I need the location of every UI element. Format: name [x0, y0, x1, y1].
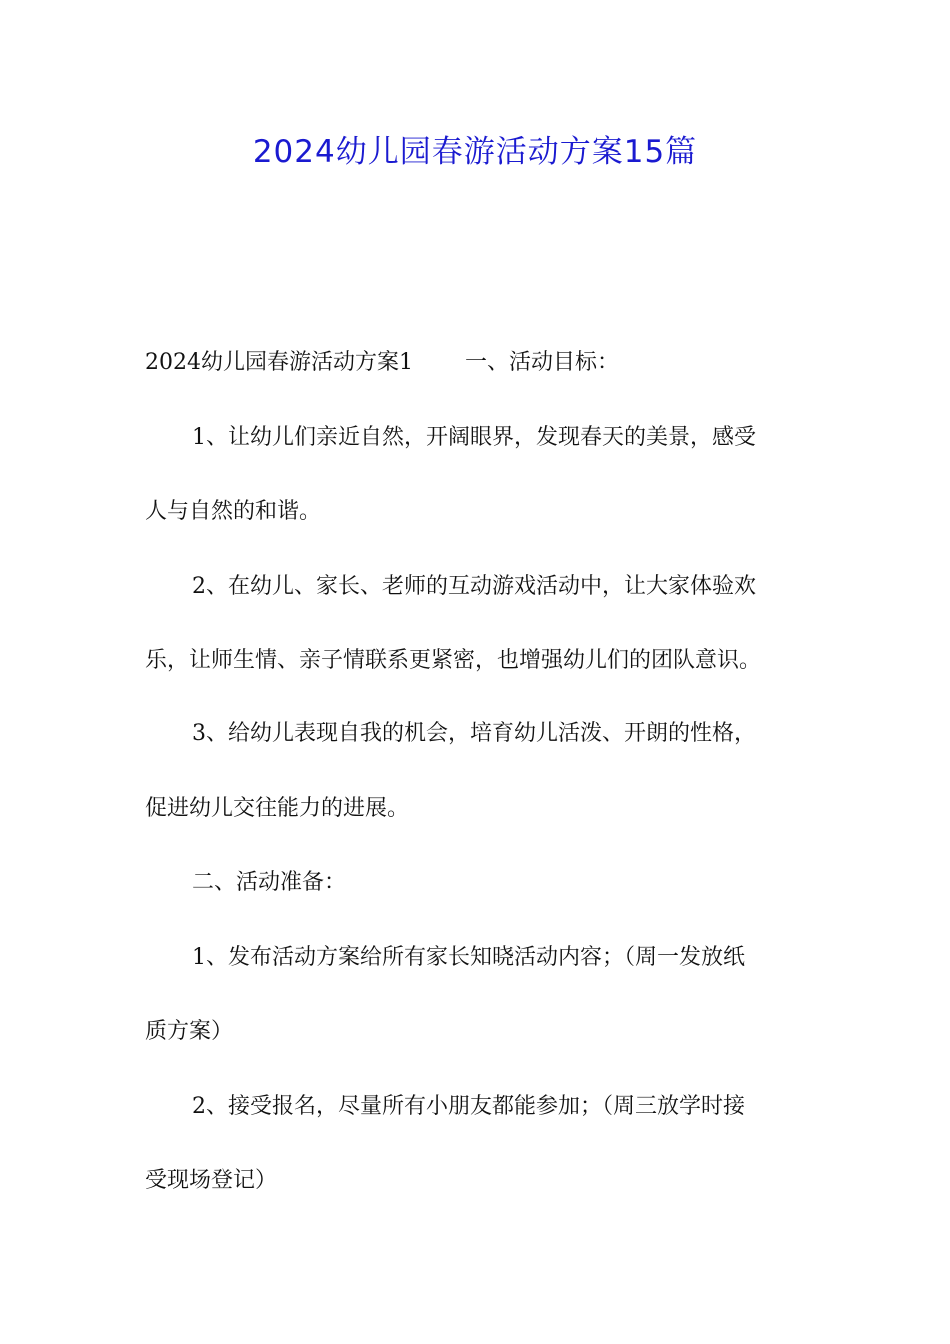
document-title: 2024幼儿园春游活动方案15篇 — [252, 134, 698, 170]
paragraph-line: 1、让幼儿们亲近自然，开阔眼界，发现春天的美景，感受 — [192, 425, 756, 450]
paragraph-line: 受现场登记） — [145, 1168, 278, 1193]
paragraph-line: 促进幼儿交往能力的进展。 — [145, 796, 410, 821]
paragraph-line: 1、发布活动方案给所有家长知晓活动内容；（周一发放纸 — [192, 945, 745, 970]
paragraph-line: 3、给幼儿表现自我的机会，培育幼儿活泼、开朗的性格， — [192, 721, 756, 746]
paragraph-line: 质方案） — [145, 1019, 234, 1044]
paragraph-line: 乐，让师生情、亲子情联系更紧密，也增强幼儿们的团队意识。 — [145, 648, 762, 673]
paragraph-line: 人与自然的和谐。 — [145, 499, 322, 524]
plan-heading: 2024幼儿园春游活动方案1 — [145, 350, 413, 375]
paragraph-line: 2、在幼儿、家长、老师的互动游戏活动中，让大家体验欢 — [192, 574, 756, 599]
section-heading-goals: 一、活动目标： — [465, 350, 620, 375]
section-heading-preparation: 二、活动准备： — [192, 870, 347, 895]
intro-line — [145, 345, 810, 381]
paragraph-line: 2、接受报名，尽量所有小朋友都能参加；（周三放学时接 — [192, 1094, 745, 1119]
